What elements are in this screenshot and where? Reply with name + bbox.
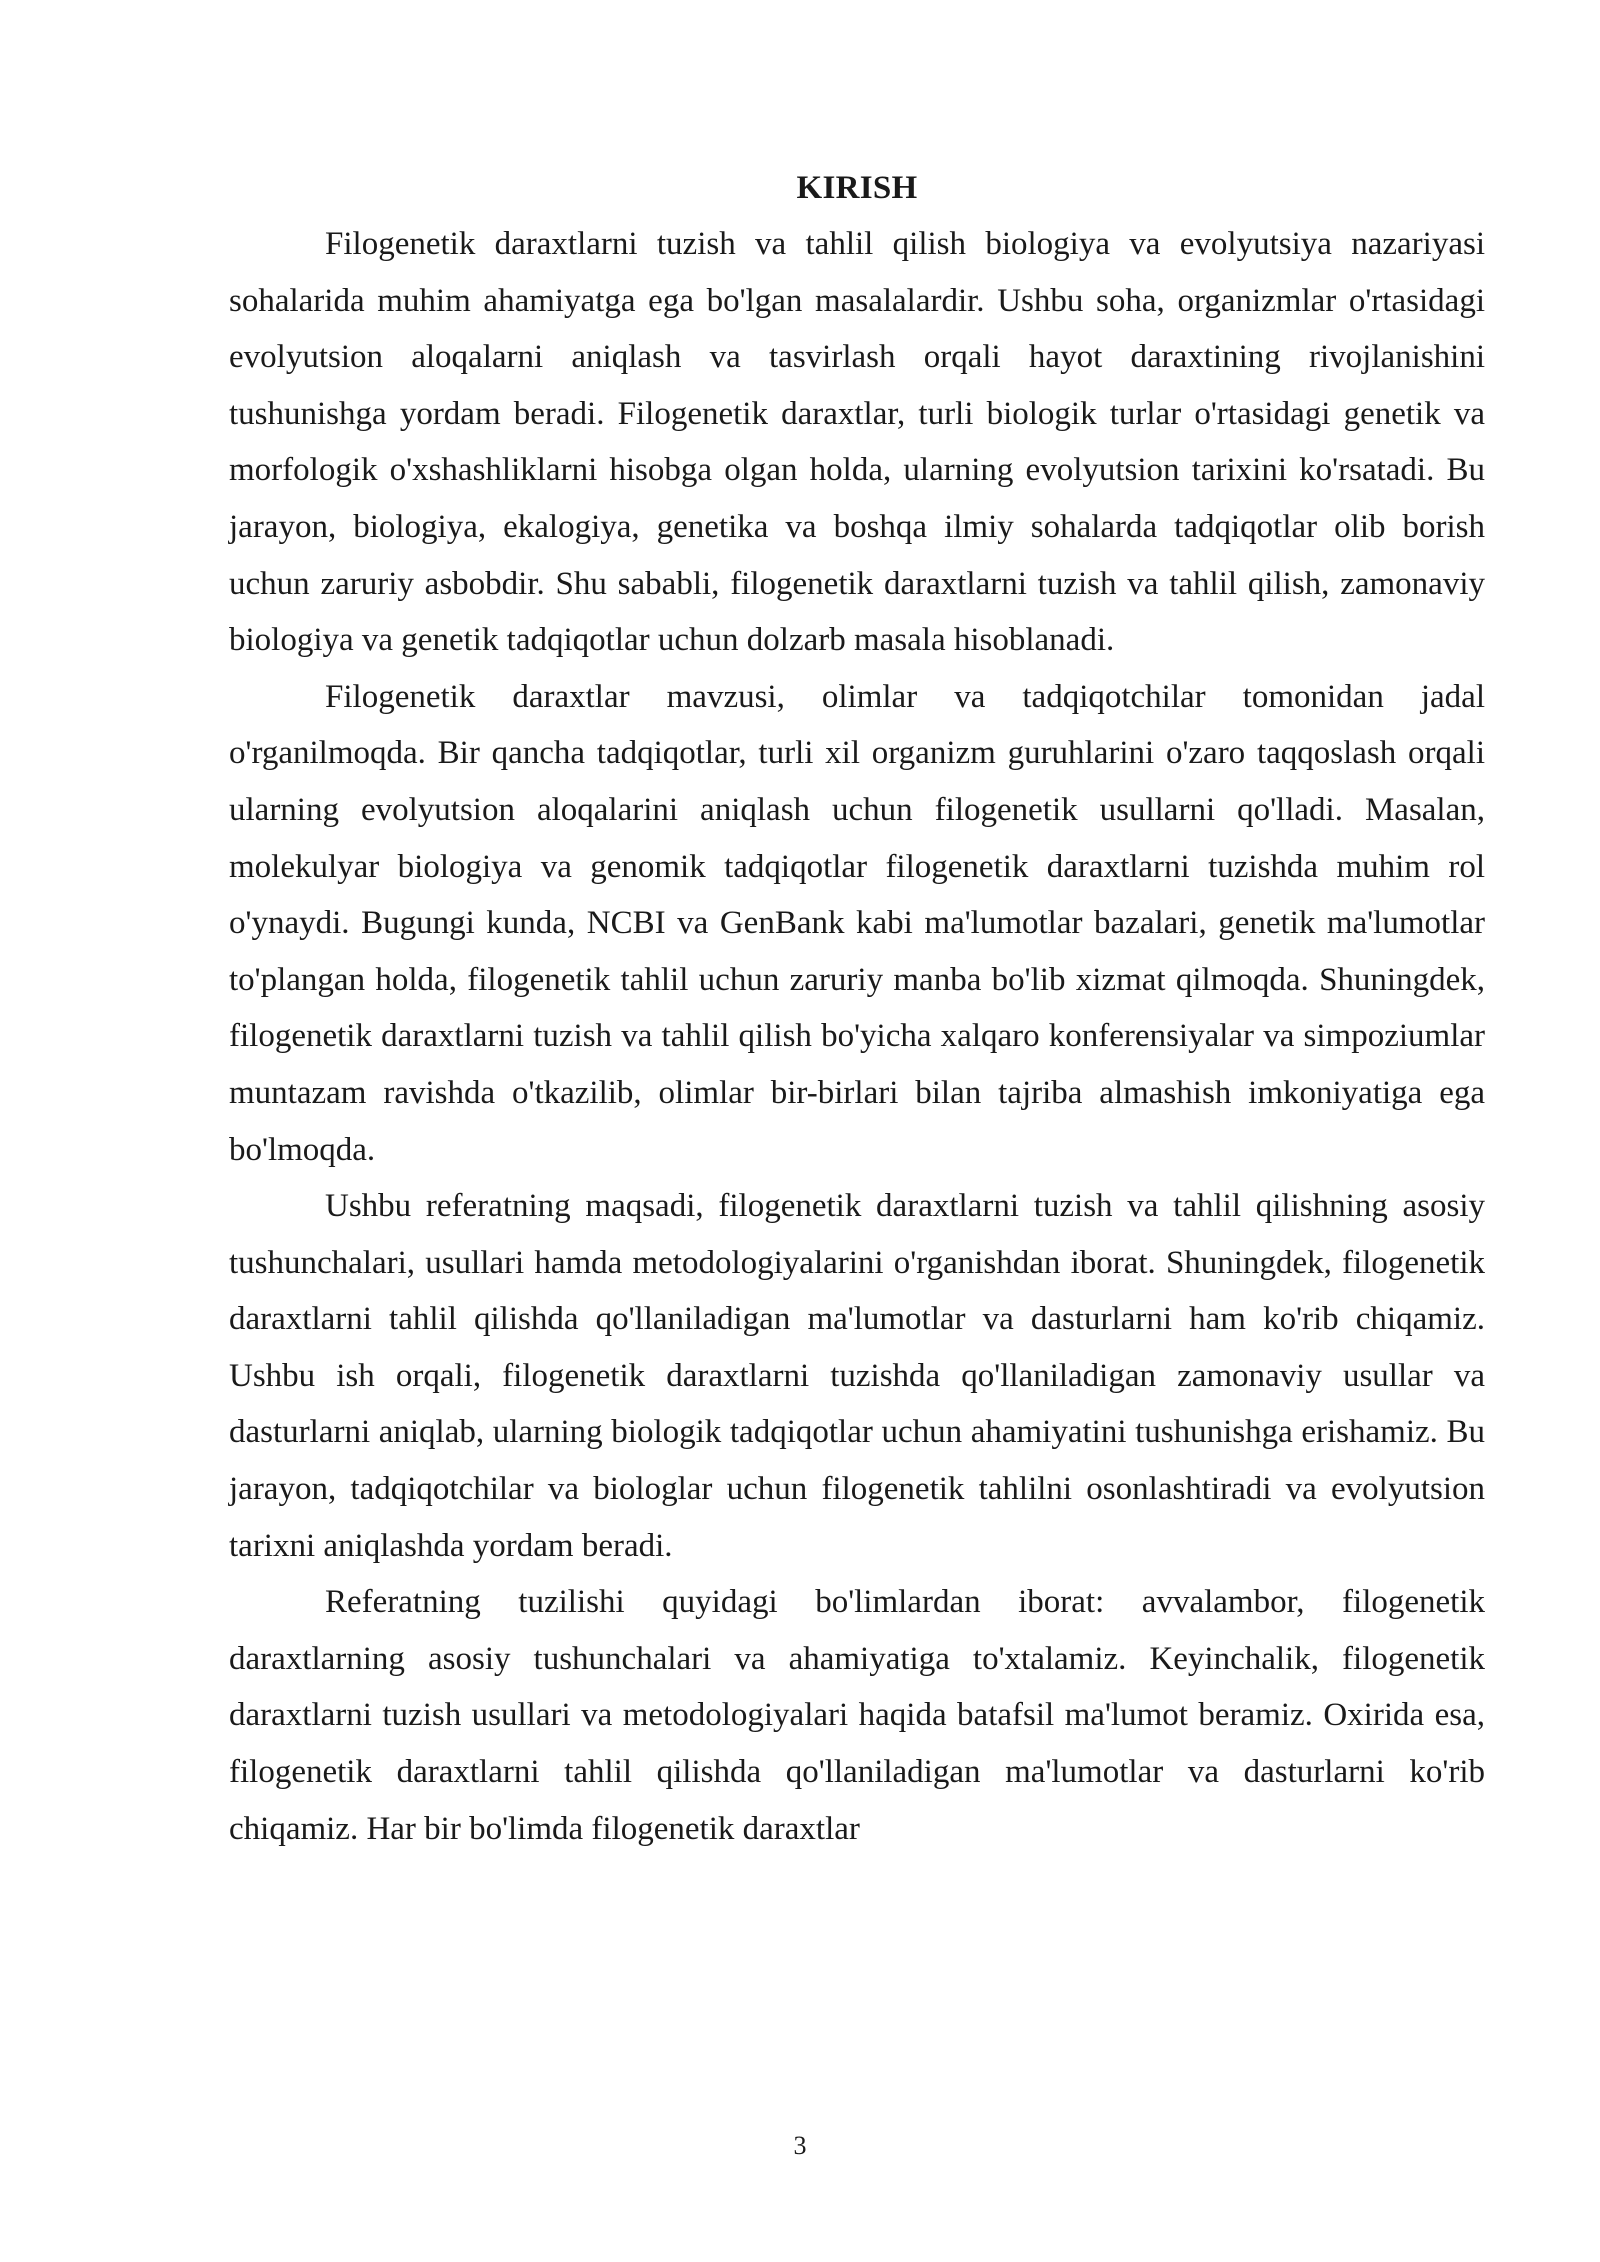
paragraph-1: Filogenetik daraxtlarni tuzish va tahlil qilish biologiya va evolyutsiya nazariyasi sohalarida muhim ahamiyatga ega bo'lgan masalalardir. Ushbu soha, organizmlar o'rtasidagi evolyutsion aloqalarni aniqlash va tasvirlash orqali hayot daraxtining rivojlanishini tushunishga yordam beradi. Filogenetik daraxtlar, turli biologik turlar o'rtasidagi genetik va morfologik o'xshashliklarni hisobga olgan holda, ularning evolyutsion tarixini ko'rsatadi. Bu jarayon, biologiya, ekalogiya, genetika va boshqa ilmiy sohalarda tadqiqotlar olib borish uchun zaruriy asbobdir. Shu sababli, filogenetik daraxtlarni tuzish va tahlil qilish, zamonaviy biologiya va genetik tadqiqotlar uchun dolzarb masala hisoblanadi. (229, 226, 1485, 659)
paragraph-3: Ushbu referatning maqsadi, filogenetik daraxtlarni tuzish va tahlil qilishning asosiy tushunchalari, usullari hamda metodologiyalarini o'rganishdan iborat. Shuningdek, filogenetik daraxtlarni tahlil qilishda qo'llaniladigan ma'lumotlar va dasturlarni ham ko'rib chiqamiz. Ushbu ish orqali, filogenetik daraxtlarni tuzishda qo'llaniladigan zamonaviy usullar va dasturlarni aniqlab, ularning biologik tadqiqotlar uchun ahamiyatini tushunishga erishamiz. Bu jarayon, tadqiqotchilar va biologlar uchun filogenetik tahlilni osonlashtiradi va evolyutsion tarixni aniqlashda yordam beradi. (229, 1188, 1485, 1564)
page-content (229, 160, 1485, 1857)
page-number: 3 (793, 2131, 807, 2160)
paragraph-4: Referatning tuzilishi quyidagi bo'limlardan iborat: avvalambor, filogenetik daraxtlarning asosiy tushunchalari va ahamiyatiga to'xtalamiz. Keyinchalik, filogenetik daraxtlarni tuzish usullari va metodologiyalari haqida batafsil ma'lumot beramiz. Oxirida esa, filogenetik daraxtlarni tahlil qilishda qo'llaniladigan ma'lumotlar va dasturlarni ko'rib chiqamiz. Har bir bo'limda filogenetik daraxtlar (229, 1584, 1485, 1847)
section-title: KIRISH (796, 170, 918, 206)
paragraph-2: Filogenetik daraxtlar mavzusi, olimlar va tadqiqotchilar tomonidan jadal o'rganilmoqda. Bir qancha tadqiqotlar, turli xil organizm guruhlarini o'zaro taqqoslash orqali ularning evolyutsion aloqalarini aniqlash uchun filogenetik usullarni qo'lladi. Masalan, molekulyar biologiya va genomik tadqiqotlar filogenetik daraxtlarni tuzishda muhim rol o'ynaydi. Bugungi kunda, NCBI va GenBank kabi ma'lumotlar bazalari, genetik ma'lumotlar to'plangan holda, filogenetik tahlil uchun zaruriy manba bo'lib xizmat qilmoqda. Shuningdek, filogenetik daraxtlarni tuzish va tahlil qilish bo'yicha xalqaro konferensiyalar va simpoziumlar muntazam ravishda o'tkazilib, olimlar bir-birlari bilan tajriba almashish imkoniyatiga ega bo'lmoqda. (229, 678, 1485, 1168)
